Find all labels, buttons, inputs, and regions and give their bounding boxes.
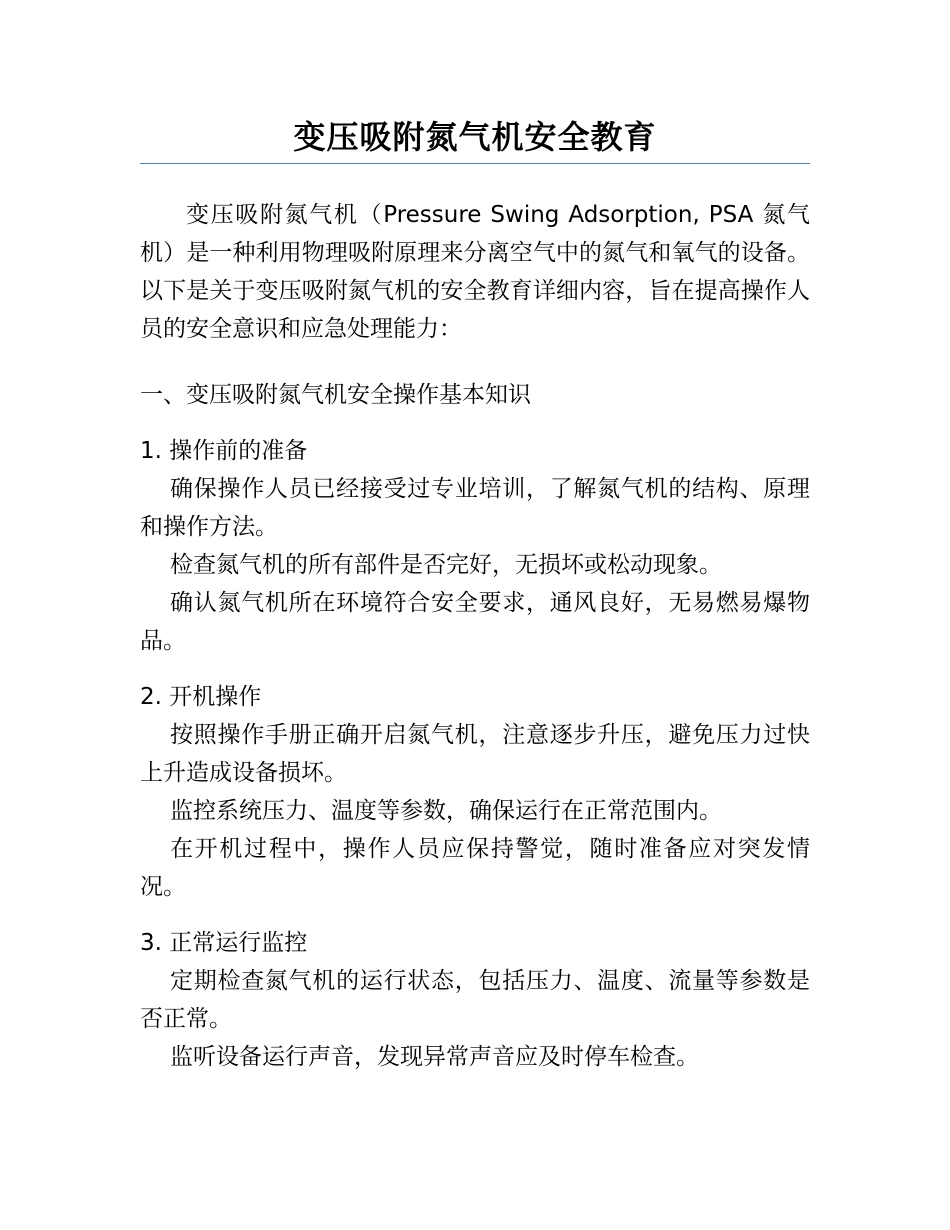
list-item: 在开机过程中，操作人员应保持警觉，随时准备应对突发情况。 (140, 836, 810, 900)
list-item: 检查氮气机的所有部件是否完好，无损坏或松动现象。 (170, 552, 722, 578)
subsection-startup (140, 678, 810, 906)
list-item: 确保操作人员已经接受过专业培训，了解氮气机的结构、原理和操作方法。 (140, 476, 810, 540)
list-item: 定期检查氮气机的运行状态，包括压力、温度、流量等参数是否正常。 (140, 968, 810, 1032)
subsection-monitoring (140, 924, 810, 1076)
intro-paragraph: 变压吸附氮气机（Pressure Swing Adsorption, PSA 氮气机）是一种利用物理吸附原理来分离空气中的氮气和氧气的设备。以下是关于变压吸附氮气机的安全教育详细内容，旨在提高操作人员的安全意识和应急处理能力： (140, 202, 810, 342)
document-body (140, 112, 810, 1076)
subsection-heading: 2. 开机操作 (140, 684, 262, 710)
list-item: 监控系统压力、温度等参数，确保运行在正常范围内。 (170, 798, 722, 824)
list-item: 按照操作手册正确开启氮气机，注意逐步升压，避免压力过快上升造成设备损坏。 (140, 722, 810, 786)
subsection-preparation (140, 432, 810, 660)
subsection-heading: 3. 正常运行监控 (140, 930, 308, 956)
subsection-heading: 1. 操作前的准备 (140, 438, 308, 464)
document-title: 变压吸附氮气机安全教育 (293, 118, 657, 156)
list-item: 确认氮气机所在环境符合安全要求，通风良好，无易燃易爆物品。 (140, 590, 810, 654)
section-heading: 一、变压吸附氮气机安全操作基本知识 (140, 382, 531, 408)
list-item: 监听设备运行声音，发现异常声音应及时停车检查。 (170, 1044, 699, 1070)
title-underline (140, 163, 810, 164)
